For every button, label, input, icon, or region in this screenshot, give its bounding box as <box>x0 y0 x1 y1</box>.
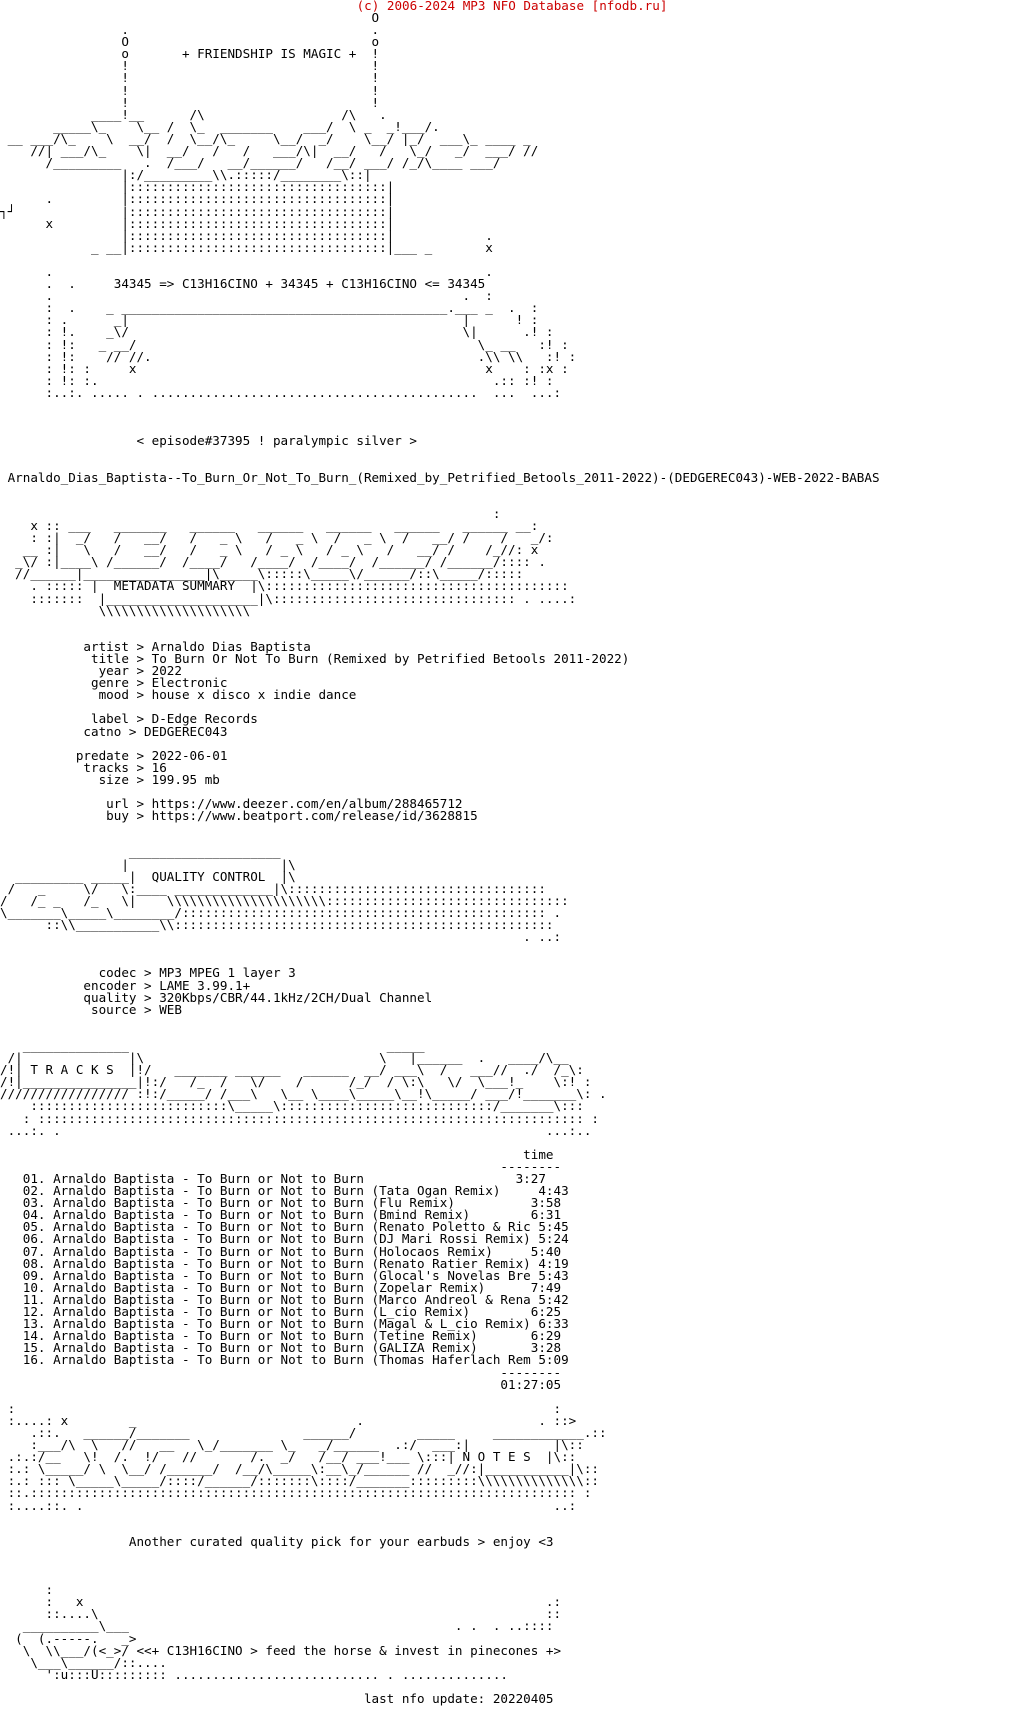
nfo-line: _________ _____| QUALITY CONTROL |\ <box>0 868 296 884</box>
nfo-line: 16. Arnaldo Baptista - To Burn or Not to Burn (Thomas Haferlach Rem 5:09 <box>0 1352 569 1368</box>
nfo-line: catno > DEDGEREC043 <box>0 723 228 739</box>
nfo-line: 01. Arnaldo Baptista - To Burn or Not to Burn 3:27 <box>0 1171 546 1186</box>
nfo-line: __ :| \ / __/ / _ \ / _ \ / _ \ / __/ / /_//: x <box>0 542 539 558</box>
nfo-line: size > 199.95 mb <box>0 771 220 787</box>
nfo-line: url > https://www.deezer.com/en/album/288465712 <box>0 796 463 812</box>
nfo-line: |::::::::::::::::::::::::::::::::::| <box>0 179 395 195</box>
nfo-line: 14. Arnaldo Baptista - To Burn or Not to Burn (Tetine Remix) 6:29 <box>0 1328 562 1344</box>
nfo-line: : !: :. .:: :! : <box>0 372 554 388</box>
nfo-line: _\/ :|____\ /______/ /____/ /____/ /____/ /______/ /______/:::: . <box>0 554 546 570</box>
nfo-line: 12. Arnaldo Baptista - To Burn or Not to Burn (L_cio Remix) 6:25 <box>0 1304 562 1320</box>
nfo-line: ::::::::::::::::::::::::::\_____\::::::::::::::::::::::::::::/_______\::: <box>0 1098 584 1114</box>
nfo-line: : !: // //. .\\ \\ :! : <box>0 348 577 364</box>
nfo-line: codec > MP3 MPEG 1 layer 3 <box>0 965 296 981</box>
nfo-line: / _ \/ \:____ _____________|\:::::::::::::::::::::::::::::::::: <box>0 880 546 896</box>
nfo-line: 01:27:05 <box>0 1376 562 1392</box>
nfo-line: //| ___/\_ \| __/ / / ___/\| __/ / \_/ _/ ___/ // <box>0 143 539 159</box>
nfo-line: O <box>0 10 380 25</box>
nfo-line: 13. Arnaldo Baptista - To Burn or Not to Burn (Magal & L_cio Remix) 6:33 <box>0 1316 569 1332</box>
nfo-line: . ::::: | METADATA SUMMARY |\:::::::::::::::::::::::::::::::::::::::: <box>0 578 569 594</box>
nfo-line: time <box>0 1146 554 1162</box>
nfo-line: . . <box>0 263 493 279</box>
nfo-line: ...:. . ...:.. <box>0 1122 592 1138</box>
nfo-line: \ \\___/(<_>/ <<+ C13H16CINO > feed the horse & invest in pinecones +> <box>0 1642 562 1658</box>
nfo-line: title > To Burn Or Not To Burn (Remixed by Petrified Betools 2011-2022) <box>0 650 630 666</box>
nfo-line: 02. Arnaldo Baptista - To Burn or Not to Burn (Tata Ogan Remix) 4:43 <box>0 1183 569 1199</box>
nfo-line: .::. ______/_______ ______/ _____ ____________.:: <box>0 1424 607 1440</box>
nfo-line: year > 2022 <box>0 663 182 679</box>
nfo-line: . . : <box>0 288 493 304</box>
nfo-line: artist > Arnaldo Dias Baptista <box>0 638 311 654</box>
nfo-line: _____\_ \__ / \_ _______ ___/ \ _ _!___/. <box>0 118 440 134</box>
nfo-line: : !: : x x : :x : <box>0 360 569 376</box>
nfo-line: __________\___ . . . ..:::: <box>0 1618 554 1634</box>
nfo-line: //______|________________|\_____\:::::\_____\/______/::\_____/::::: <box>0 566 524 582</box>
nfo-line: quality > 320Kbps/CBR/44.1kHz/2CH/Dual Channel <box>0 989 433 1005</box>
nfo-line: ::\\___________\\:::::::::::::::::::::::::::::::::::::::::::::::::: <box>0 917 554 933</box>
nfo-line: : : <box>0 1400 562 1416</box>
nfo-line: /!|_______________|!:/ /_ / \/ / /_/ / \:\ \/ \___!_ \:! : <box>0 1074 592 1090</box>
nfo-line: encoder > LAME 3.99.1+ <box>0 977 251 993</box>
nfo-line: 15. Arnaldo Baptista - To Burn or Not to Burn (GALIZA Remix) 3:28 <box>0 1340 562 1356</box>
nfo-line: ::....\ :: <box>0 1606 562 1622</box>
nfo-line: o + FRIENDSHIP IS MAGIC + ! <box>0 46 380 62</box>
nfo-line: ( (.-----. _> <box>0 1630 137 1646</box>
nfo-line: ///////////////// :!:/_____/ /___\ \__ \____\_____\__!\_____/ ___/!_______\: . <box>0 1086 607 1102</box>
nfo-line: |::::::::::::::::::::::::::::::::::| . <box>0 227 493 243</box>
nfo-line: 10. Arnaldo Baptista - To Burn or Not to Burn (Zopelar Remix) 7:49 <box>0 1279 562 1295</box>
nfo-line: : . _| | ! : <box>0 312 539 328</box>
nfo-line: ! ! <box>0 58 380 74</box>
nfo-line: .:.:/__ \! /. !/ // /. _/ /__/ ___!___ \:::| N O T E S |\:: <box>0 1449 577 1465</box>
nfo-line: /!| T R A C K S |!/ _______ ______ ______ __/ ___\ / ___// ./ /_\: <box>0 1062 584 1078</box>
nfo-line: :.: ::: \_____\_____/::::/______/:::::::\::::/_______:::::::::\\\\\\\\\\\\\\:: <box>0 1473 599 1489</box>
nfo-line: buy > https://www.beatport.com/release/id/3628815 <box>0 808 478 824</box>
nfo-line: ::.:::::::::::::::::::::::::::::::::::::::::::::::::::::::::::::::::::::::: : <box>0 1485 592 1501</box>
nfo-line: ┐┘ |::::::::::::::::::::::::::::::::::| <box>0 203 395 219</box>
nfo-line: /| |\ \ |______ . ____/\__ <box>0 1050 569 1066</box>
nfo-line: \\\\\\\\\\\\\\\\\\\\ <box>0 602 251 618</box>
nfo-line: /_________ . /___/ __/______/ /__/ ___/ /_/\____ ___/ <box>0 155 501 171</box>
nfo-line: \_______\_____\________/:::::::::::::::::::::::::::::::::::::::::::::::: . <box>0 904 562 920</box>
nfo-line: -------- <box>0 1158 562 1174</box>
nfodb-copyright-banner: (c) 2006-2024 MP3 NFO Database [nfodb.ru] <box>356 0 668 13</box>
nfo-line: : :| _/ / __/ / _ \ / _ \ / _ \ / __/ / / _/: <box>0 530 554 546</box>
nfo-line: ':u:::U::::::::: ........................... . .............. <box>0 1666 508 1682</box>
nfo-line: ! ! <box>0 82 380 98</box>
nfo-line: 07. Arnaldo Baptista - To Burn or Not to Burn (Holocaos Remix) 5:40 <box>0 1243 562 1259</box>
nfo-line: . . <box>0 22 380 38</box>
nfo-line: ____________________ <box>0 844 281 860</box>
nfo-line: :....: x _ . . ::> <box>0 1412 577 1428</box>
nfo-line: 03. Arnaldo Baptista - To Burn or Not to Burn (Flu Remix) 3:58 <box>0 1195 562 1211</box>
nfo-line: ::::::: |____________________|\:::::::::::::::::::::::::::::::: . ....: <box>0 590 577 606</box>
nfo-line: 08. Arnaldo Baptista - To Burn or Not to Burn (Renato Ratier Remix) 4:19 <box>0 1255 569 1271</box>
nfo-line: : <box>0 505 501 521</box>
nfo-line: _ __|::::::::::::::::::::::::::::::::::|___ _ x <box>0 239 493 255</box>
nfo-line: : . _ ___________________________________________.___ _ . : <box>0 300 539 316</box>
nfo-line: :___/\ \ // __ \_/_______ \_ _/______ .:/ ___:| |\:: <box>0 1437 584 1453</box>
nfo-line: ______________ _____ <box>0 1037 425 1053</box>
nfo-line: last nfo update: 20220405 <box>0 1691 554 1707</box>
nfo-line: | |\ <box>0 856 296 872</box>
nfo-line: genre > Electronic <box>0 675 228 691</box>
nfo-line: |:/_________\\.:::::/________\::| <box>0 167 372 183</box>
nfo-line: ____!__ /\ /\ . <box>0 106 387 122</box>
nfo-line: label > D-Edge Records <box>0 711 258 727</box>
nfo-line: / /_ _ /_ \| \\\\\\\\\\\\\\\\\\\\\:::::::::::::::::::::::::::::::: <box>0 892 569 908</box>
nfo-line: predate > 2022-06-01 <box>0 747 228 763</box>
nfo-line: :.: \_____/ \ \__/ /______/ /__/\_____\:__\_/______ // _//:|___________|\:: <box>0 1461 599 1477</box>
nfo-line: \___\______/::.... <box>0 1654 167 1670</box>
nfo-line: source > WEB <box>0 1001 182 1017</box>
nfo-line: < episode#37395 ! paralympic silver > <box>0 433 418 449</box>
nfo-line: __ ___/\_ \ __/ / \__/\_ \__/ _/ \__/ |_/ ___\_ ____ _ <box>0 130 531 146</box>
nfo-line: x |::::::::::::::::::::::::::::::::::| <box>0 215 395 231</box>
nfo-line: tracks > 16 <box>0 759 167 775</box>
nfo-line: Arnaldo_Dias_Baptista--To_Burn_Or_Not_To_Burn_(Remixed_by_Petrified_Betools_2011-2022)-(DEDGEREC043)-WEB-2022-BABAS <box>0 469 880 485</box>
nfo-line: 09. Arnaldo Baptista - To Burn or Not to Burn (Glocal's Novelas Bre 5:43 <box>0 1267 569 1283</box>
nfo-line: : !. _\/ \| .! : <box>0 324 554 340</box>
nfo-line: :....::. . ..: <box>0 1497 577 1513</box>
nfo-line: x :: ___ _______ ______ ______ ______ ______ ______ __: <box>0 517 539 533</box>
nfo-line: : !: _ __/ \_ __ :! : <box>0 336 569 352</box>
nfo-ascii-document <box>0 12 880 1705</box>
nfo-line: 11. Arnaldo Baptista - To Burn or Not to Burn (Marco Andreol & Rena 5:42 <box>0 1291 569 1307</box>
nfo-line: mood > house x disco x indie dance <box>0 687 357 703</box>
nfo-line: : x .: <box>0 1594 562 1610</box>
nfo-line: ! ! <box>0 94 380 110</box>
nfo-line: . |::::::::::::::::::::::::::::::::::| <box>0 191 395 207</box>
nfo-line: . . 34345 => C13H16CINO + 34345 + C13H16CINO <= 34345 <box>0 276 486 292</box>
nfo-line: : <box>0 1582 54 1598</box>
nfo-line: . ..: <box>0 929 562 945</box>
nfo-line: :..:. ..... . ........................................... ... ...: <box>0 384 562 400</box>
nfo-line: O o <box>0 34 380 50</box>
nfo-line: : :::::::::::::::::::::::::::::::::::::::::::::::::::::::::::::::::::::::: : <box>0 1110 599 1126</box>
nfo-line: 06. Arnaldo Baptista - To Burn or Not to Burn (DJ Mari Rossi Remix) 5:24 <box>0 1231 569 1247</box>
nfo-line: 04. Arnaldo Baptista - To Burn or Not to Burn (Bmind Remix) 6:31 <box>0 1207 562 1223</box>
nfo-line: ! ! <box>0 70 380 86</box>
nfo-line: 05. Arnaldo Baptista - To Burn or Not to Burn (Renato Poletto & Ric 5:45 <box>0 1219 569 1235</box>
nfo-line: Another curated quality pick for your earbuds > enjoy <3 <box>0 1533 554 1549</box>
nfo-line: -------- <box>0 1364 562 1380</box>
